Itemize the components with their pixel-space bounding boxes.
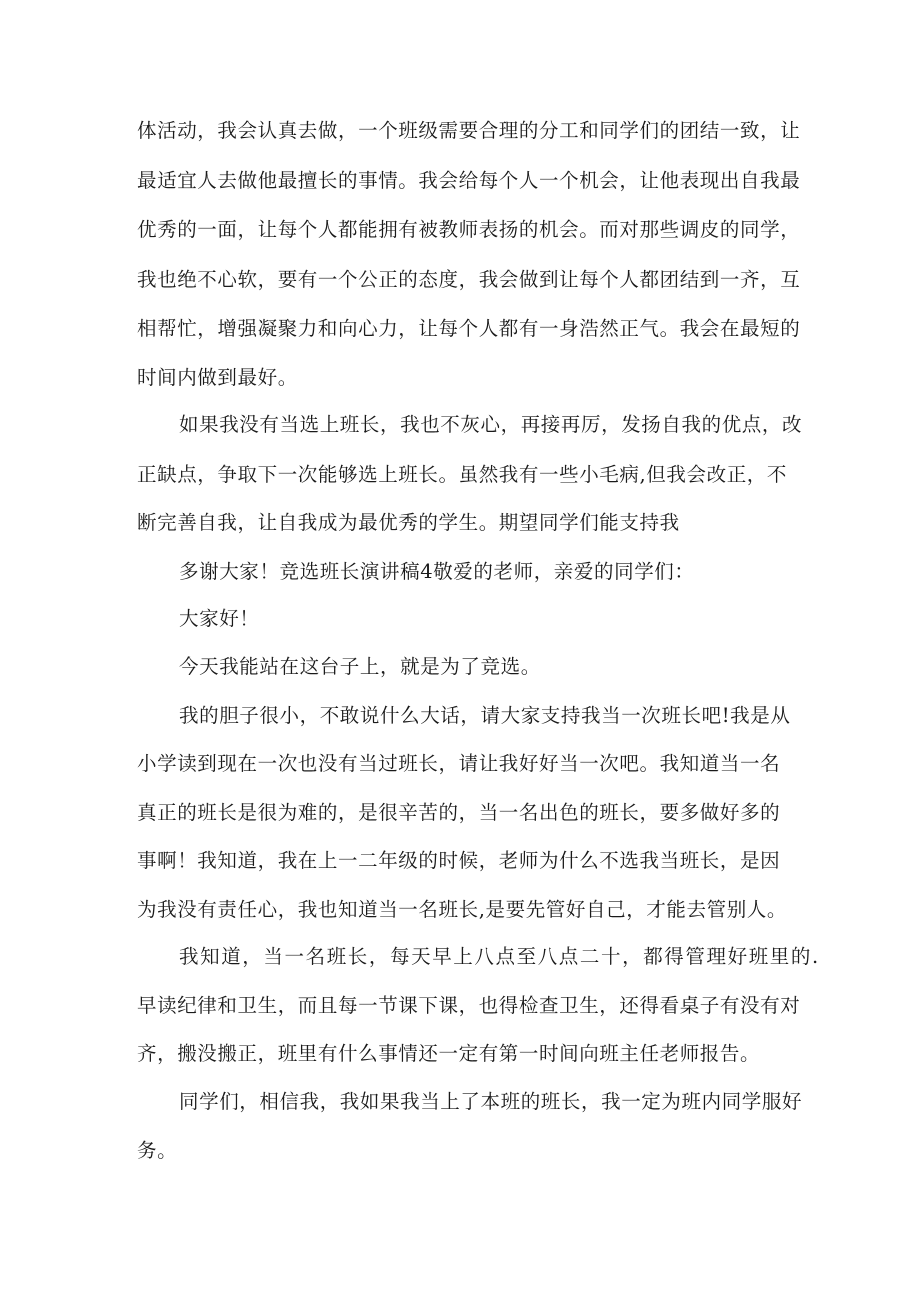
text-line: 事啊！我知道，我在上一二年级的时候，老师为什么不选我当班长，是因 (137, 849, 781, 872)
text-line: 小学读到现在一次也没有当过班长，请让我好好当一次吧。我知道当一名 (137, 752, 781, 775)
text-line: 多谢大家！竞选班长演讲稿4敬爱的老师，亲爱的同学们： (179, 560, 695, 583)
text-line: 今天我能站在这台子上，就是为了竞选。 (179, 655, 541, 678)
text-line: 早读纪律和卫生，而且每一节课下课，也得检查卫生，还得看桌子有没有对 (137, 994, 801, 1017)
text-line: 断完善自我，让自我成为最优秀的学生。期望同学们能支持我 (137, 511, 680, 534)
text-line: 同学们，相信我，我如果我当上了本班的班长，我一定为班内同学服好 (179, 1090, 803, 1113)
text-line: 相帮忙，增强凝聚力和向心力，让每个人都有一身浩然正气。我会在最短的 (137, 317, 801, 340)
text-line: 为我没有责任心，我也知道当一名班长,是要先管好自己，才能去管别人。 (137, 898, 787, 921)
text-line: 真正的班长是很为难的，是很辛苦的，当一名出色的班长，要多做好多的 (137, 801, 781, 824)
text-line: 大家好！ (179, 607, 260, 630)
text-line: 优秀的一面，让每个人都能拥有被教师表扬的机会。而对那些调皮的同学， (137, 218, 801, 241)
text-line: 务。 (137, 1139, 178, 1162)
text-line: 我的胆子很小，不敢说什么大话，请大家支持我当一次班长吧!我是从 (179, 704, 791, 727)
text-line: 时间内做到最好。 (137, 366, 298, 389)
text-line: 齐，搬没搬正，班里有什么事情还一定有第一时间向班主任老师报告。 (137, 1042, 761, 1065)
text-line: 我知道，当一名班长，每天早上八点至八点二十，都得管理好班里的. (179, 945, 820, 968)
text-line: 我也绝不心软，要有一个公正的态度，我会做到让每个人都团结到一齐，互 (137, 268, 801, 291)
text-line: 如果我没有当选上班长，我也不灰心，再接再厉，发扬自我的优点，改 (179, 413, 803, 436)
text-line: 体活动，我会认真去做，一个班级需要合理的分工和同学们的团结一致，让 (137, 119, 801, 142)
text-line: 正缺点，争取下一次能够选上班长。虽然我有一些小毛病,但我会改正，不 (137, 463, 787, 486)
text-line: 最适宜人去做他最擅长的事情。我会给每个人一个机会，让他表现出自我最 (137, 169, 801, 192)
